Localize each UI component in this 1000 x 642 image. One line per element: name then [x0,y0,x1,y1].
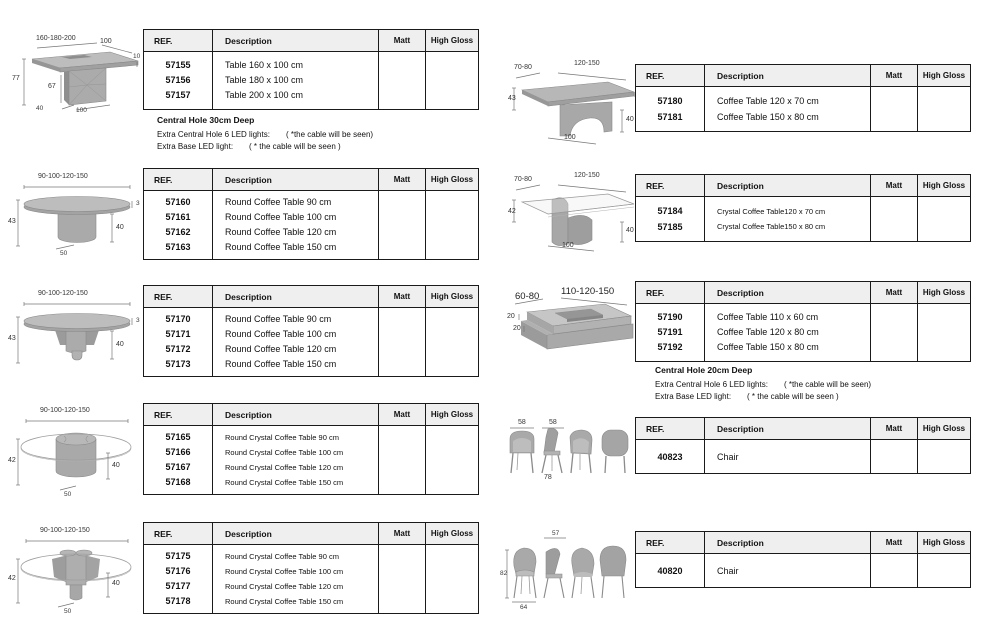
description-list [705,440,870,473]
high-gloss-cell [918,304,971,362]
description-value: Round Crystal Coffee Table 100 cm [225,448,344,457]
ref-value: 57178 [165,596,191,606]
description-value: Round Coffee Table 100 cm [225,212,337,222]
ref-value: 57181 [657,112,683,122]
dim-top-depth: 60-80 [515,291,540,302]
matt-cell [871,304,918,362]
matt-cell [379,52,426,110]
ref-value: 57168 [165,477,191,487]
high-gloss-cell [426,545,479,614]
high-gloss-cell [918,554,971,588]
description-value: Round Coffee Table 120 cm [225,227,337,237]
col-header-matt: Matt [379,169,426,191]
dim-top-depth: 100 [100,38,112,45]
description-value: Coffee Table 150 x 80 cm [717,112,819,122]
col-header-description: Description [213,169,379,191]
dim-base-height: 40 [112,580,120,587]
col-header-ref: REF. [636,282,705,304]
coffee-table-graphic [508,60,638,145]
description-value: Coffee Table 120 x 80 cm [717,327,819,337]
dim-top-step: 20 [507,313,515,320]
description-value: Table 200 x 100 cm [225,90,304,100]
description-value: Table 180 x 100 cm [225,75,304,85]
col-header-matt: Matt [379,286,426,308]
ref-list [636,440,704,473]
col-header-ref: REF. [636,418,705,440]
dim-seat-width: 64 [520,604,528,611]
description-value: Coffee Table 150 x 80 cm [717,342,819,352]
col-header-high-gloss: High Gloss [426,30,479,52]
dim-base-width: 50 [64,491,72,498]
dim-base-width: 50 [60,250,68,257]
crystal-coffee-table-drawing [508,172,638,252]
ref-value: 57191 [657,327,683,337]
dim-top-width: 120-150 [574,172,600,179]
col-header-high-gloss: High Gloss [918,532,971,554]
description-value: Round Coffee Table 120 cm [225,344,337,354]
high-gloss-cell [426,308,479,377]
col-header-high-gloss: High Gloss [426,523,479,545]
ref-value: 57175 [165,551,191,561]
ref-value: 57157 [165,90,191,100]
round-coffee-table-cross-base-drawing [8,289,143,377]
note-label: Extra Central Hole 6 LED lights: [157,130,270,139]
description-list [213,52,378,109]
ref-list [636,87,704,131]
description-list [705,304,870,361]
description-list [213,191,378,259]
ref-list [636,554,704,587]
ref-value: 57173 [165,359,191,369]
dining-table-graphic [12,35,142,117]
ref-value: 57185 [657,222,683,232]
col-header-ref: REF. [636,532,705,554]
col-header-description: Description [705,175,871,197]
col-header-description: Description [705,282,871,304]
dim-base-width: 100 [562,242,574,249]
dim-base-height: 40 [112,462,120,469]
ref-value: 57156 [165,75,191,85]
description-value: Round Coffee Table 150 cm [225,242,337,252]
dim-height: 42 [8,575,16,582]
col-header-description: Description [705,418,871,440]
ref-value: 57162 [165,227,191,237]
high-gloss-cell [918,197,971,242]
ref-value: 57184 [657,206,683,216]
col-header-matt: Matt [871,175,918,197]
dim-base-width: 50 [64,608,72,615]
dim-base-width: 100 [564,134,576,141]
ref-value: 57155 [165,60,191,70]
high-gloss-cell [918,440,971,474]
dim-base-height: 40 [116,341,124,348]
high-gloss-cell [426,52,479,110]
high-gloss-cell [426,191,479,260]
note-label: Extra Base LED light: [157,141,234,151]
high-gloss-cell [918,87,971,132]
description-value: Crystal Coffee Table150 x 80 cm [717,222,826,231]
dim-base-height: 40 [116,224,124,231]
ref-list [636,304,704,361]
description-value: Round Crystal Coffee Table 100 cm [225,567,344,576]
dim-top-width: 110-120-150 [561,286,615,297]
chair-40820-graphic [500,528,635,614]
col-header-ref: REF. [144,404,213,426]
ref-value: 57165 [165,432,191,442]
col-header-high-gloss: High Gloss [426,286,479,308]
spec-table-chair-40820 [635,531,971,588]
note-label: Extra Base LED light: [655,391,732,401]
dim-top-width: 90-100-120-150 [40,407,90,414]
dining-table-drawing [12,35,142,117]
round-coffee-table-graphic [8,172,143,260]
spec-table-dining [143,29,479,110]
ref-value: 57192 [657,342,683,352]
ref-list [636,197,704,241]
dim-top-width: 160-180-200 [36,35,76,42]
chair-40823-drawing [506,415,634,487]
note-title: Central Hole 20cm Deep [655,365,753,375]
description-list [213,545,378,613]
dim-base-depth: 40 [36,105,44,112]
col-header-description: Description [213,286,379,308]
round-crystal-coffee-cross-graphic [8,525,143,617]
description-list [705,554,870,587]
round-crystal-coffee-table-drawing [8,405,143,500]
dim-top-depth: 70-80 [514,64,532,71]
note-detail: ( * the cable will be seen ) [249,141,341,151]
spec-table-coffee-hole [635,281,971,362]
matt-cell [871,440,918,474]
col-header-matt: Matt [379,404,426,426]
notes-central-hole-20 [655,365,871,402]
ref-list [144,545,212,613]
matt-cell [871,87,918,132]
ref-value: 40823 [657,451,683,462]
spec-table-round-crystal-cross [143,522,479,614]
col-header-matt: Matt [871,418,918,440]
description-value: Round Coffee Table 90 cm [225,197,332,207]
description-value: Chair [717,451,739,462]
matt-cell [871,197,918,242]
dim-top-width: 120-150 [574,60,600,67]
col-header-description: Description [705,65,871,87]
matt-cell [379,308,426,377]
dim-top-width: 90-100-120-150 [38,173,88,180]
ref-value: 57166 [165,447,191,457]
col-header-ref: REF. [144,169,213,191]
col-header-ref: REF. [636,175,705,197]
ref-list [144,52,212,109]
col-header-matt: Matt [871,532,918,554]
round-crystal-coffee-table-cross-base-drawing [8,525,143,617]
spec-table-crystal-coffee [635,174,971,242]
col-header-high-gloss: High Gloss [426,404,479,426]
matt-cell [379,545,426,614]
description-value: Round Coffee Table 150 cm [225,359,337,369]
col-header-ref: REF. [144,30,213,52]
col-header-ref: REF. [144,286,213,308]
dim-seat-depth: 57 [552,530,560,537]
matt-cell [379,426,426,495]
ref-value: 57160 [165,197,191,207]
dim-base-step: 20 [513,325,521,332]
col-header-description: Description [705,532,871,554]
dim-top-width: 90-100-120-150 [40,527,90,534]
description-list [705,87,870,131]
coffee-table-central-hole-drawing [503,280,635,360]
dim-base-height: 40 [626,227,634,234]
col-header-high-gloss: High Gloss [918,418,971,440]
dim-height: 82 [500,570,508,577]
round-crystal-coffee-graphic [8,405,143,500]
description-value: Round Crystal Coffee Table 150 cm [225,597,344,606]
col-header-matt: Matt [871,282,918,304]
note-detail: ( *the cable will be seen) [285,130,374,139]
dim-base-height: 67 [48,83,56,90]
dim-top-thickness: 10 [133,53,141,60]
dim-seat-depth: 58 [549,419,557,426]
ref-value: 57176 [165,566,191,576]
note-label: Extra Central Hole 6 LED lights: [655,380,768,389]
notes-central-hole-30 [157,115,373,152]
dim-height: 42 [8,457,16,464]
note-detail: ( * the cable will be seen ) [747,391,839,401]
dim-top-depth: 70-80 [514,176,532,183]
col-header-matt: Matt [379,523,426,545]
description-value: Coffee Table 110 x 60 cm [717,312,819,322]
note-title: Central Hole 30cm Deep [157,115,255,125]
ref-value: 57167 [165,462,191,472]
matt-cell [379,191,426,260]
description-value: Round Crystal Coffee Table 90 cm [225,433,339,442]
col-header-high-gloss: High Gloss [918,65,971,87]
spec-table-round-crystal [143,403,479,495]
description-value: Round Crystal Coffee Table 150 cm [225,478,344,487]
dim-height: 78 [544,474,552,481]
ref-list [144,426,212,494]
description-list [213,426,378,494]
note-detail: ( *the cable will be seen) [783,380,872,389]
ref-value: 57190 [657,312,683,322]
ref-list [144,308,212,376]
col-header-description: Description [213,30,379,52]
chair-40820-drawing [500,528,635,614]
ref-value: 57177 [165,581,191,591]
dim-base-width: 100 [76,107,87,114]
col-header-ref: REF. [636,65,705,87]
spec-table-chair-40823 [635,417,971,474]
ref-value: 57170 [165,314,191,324]
dim-base-height: 40 [626,116,634,123]
description-value: Table 160 x 100 cm [225,60,304,70]
ref-value: 57180 [657,96,683,106]
round-coffee-table-cross-graphic [8,289,143,377]
rectangular-coffee-table-drawing [508,60,638,145]
col-header-high-gloss: High Gloss [426,169,479,191]
description-value: Round Crystal Coffee Table 120 cm [225,582,344,591]
col-header-description: Description [213,404,379,426]
dim-height: 43 [8,335,16,342]
description-value: Round Crystal Coffee Table 120 cm [225,463,344,472]
description-value: Round Coffee Table 100 cm [225,329,337,339]
ref-value: 57161 [165,212,191,222]
round-coffee-table-drawing [8,172,143,260]
col-header-high-gloss: High Gloss [918,175,971,197]
description-value: Coffee Table 120 x 70 cm [717,96,819,106]
high-gloss-cell [426,426,479,495]
dim-top-thickness: 3 [136,317,140,324]
matt-cell [871,554,918,588]
col-header-matt: Matt [379,30,426,52]
crystal-coffee-graphic [508,172,638,252]
ref-list [144,191,212,259]
ref-value: 57163 [165,242,191,252]
col-header-matt: Matt [871,65,918,87]
spec-table-round-coffee-cross [143,285,479,377]
description-value: Crystal Coffee Table120 x 70 cm [717,207,826,216]
ref-value: 57172 [165,344,191,354]
spec-table-coffee [635,64,971,132]
ref-value: 57171 [165,329,191,339]
dim-height: 43 [8,218,16,225]
description-value: Round Coffee Table 90 cm [225,314,332,324]
col-header-high-gloss: High Gloss [918,282,971,304]
dim-height: 77 [12,75,20,82]
dim-height: 42 [508,208,516,215]
col-header-description: Description [213,523,379,545]
dim-top-thickness: 3 [136,200,140,207]
description-value: Round Crystal Coffee Table 90 cm [225,552,339,561]
col-header-ref: REF. [144,523,213,545]
dim-height: 43 [508,95,516,102]
description-list [213,308,378,376]
dim-seat-width: 58 [518,419,526,426]
dim-top-width: 90-100-120-150 [38,290,88,297]
ref-value: 40820 [657,565,683,576]
description-value: Chair [717,565,739,576]
spec-table-round-coffee [143,168,479,260]
description-list [705,197,870,241]
